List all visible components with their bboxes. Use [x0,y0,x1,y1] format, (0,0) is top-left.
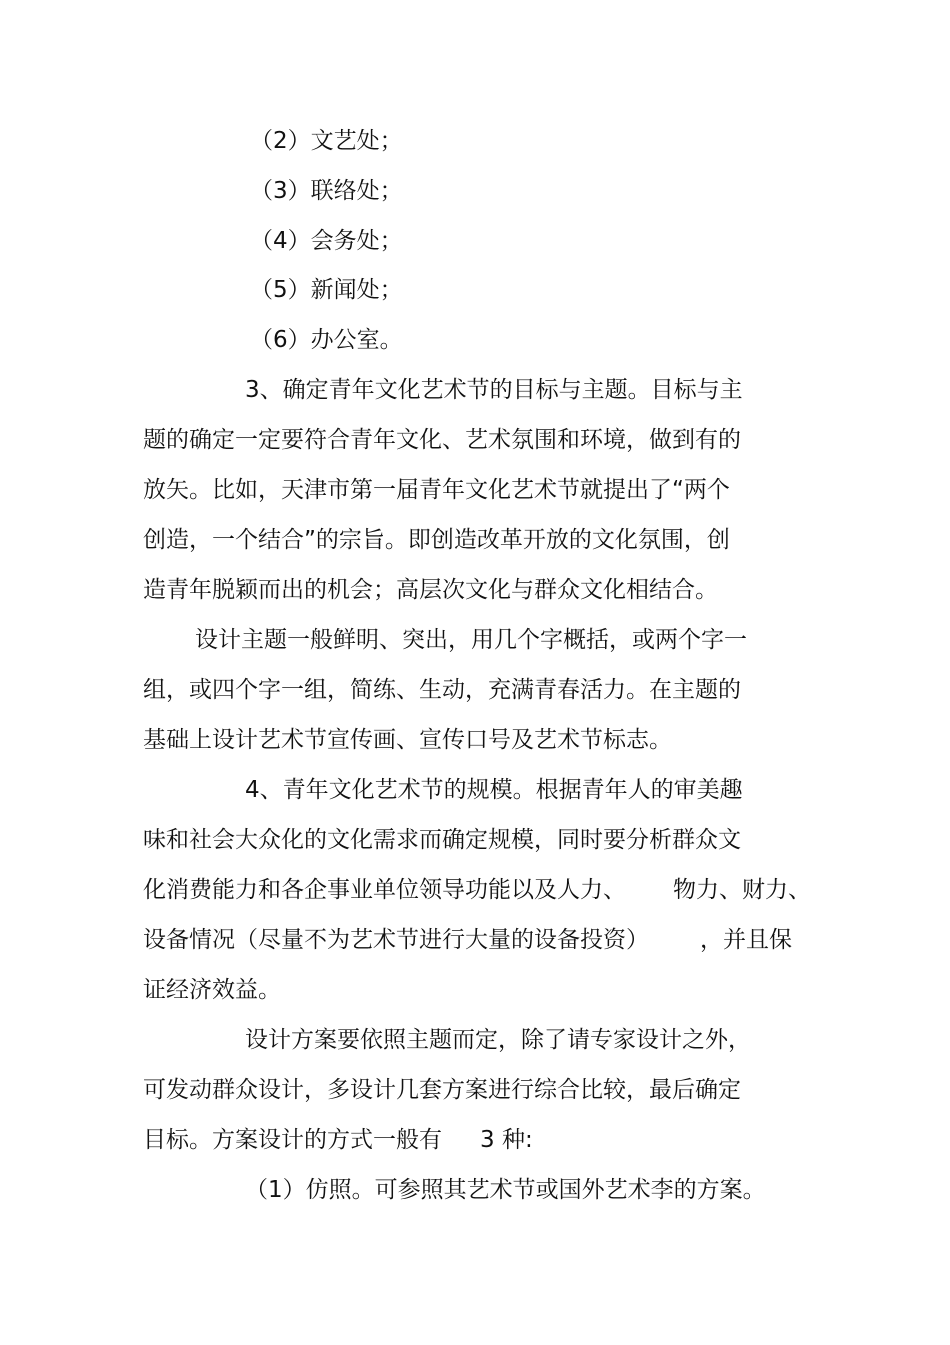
paragraph-line: 基础上设计艺术节宣传画、宣传口号及艺术节标志。 [143,727,672,753]
paragraph-line: 设计主题一般鲜明、突出，用几个字概括，或两个字一 [195,627,747,653]
list-item: （1）仿照。可参照其艺术节或国外艺术李的方案。 [245,1177,766,1203]
paragraph-line: 可发动群众设计，多设计几套方案进行综合比较，最后确定 [143,1077,741,1103]
paragraph-line: 证经济效益。 [143,977,281,1003]
list-item: （5）新闻处； [250,277,403,303]
paragraph-line-fragment: 3 种: [480,1127,533,1153]
paragraph-line: 题的确定一定要符合青年文化、艺术氛围和环境，做到有的 [143,427,741,453]
list-item: （6）办公室。 [250,327,403,353]
paragraph-line: 味和社会大众化的文化需求而确定规模，同时要分析群众文 [143,827,741,853]
paragraph-line: 4、青年文化艺术节的规模。根据青年人的审美趣 [245,777,743,803]
paragraph-line-fragment: ，并且保 [700,927,792,953]
paragraph-line: 创造，一个结合”的宗旨。即创造改革开放的文化氛围，创 [143,527,730,553]
list-item: （2）文艺处； [250,128,403,154]
list-item: （3）联络处； [250,178,403,204]
list-item: （4）会务处； [250,228,403,254]
paragraph-line: 目标。方案设计的方式一般有 [143,1127,442,1153]
paragraph-line: 设备情况（尽量不为艺术节进行大量的设备投资） [143,927,649,953]
paragraph-line: 组，或四个字一组，简练、生动，充满青春活力。在主题的 [143,677,741,703]
paragraph-line: 造青年脱颖而出的机会；高层次文化与群众文化相结合。 [143,577,718,603]
paragraph-line: 放矢。比如，天津市第一届青年文化艺术节就提出了“两个 [143,477,730,503]
paragraph-line: 3、确定青年文化艺术节的目标与主题。目标与主 [245,377,743,403]
paragraph-line: 化消费能力和各企事业单位领导功能以及人力、 [143,877,626,903]
paragraph-line-fragment: 物力、财力、 [673,877,811,903]
paragraph-line: 设计方案要依照主题而定，除了请专家设计之外， [245,1027,751,1053]
